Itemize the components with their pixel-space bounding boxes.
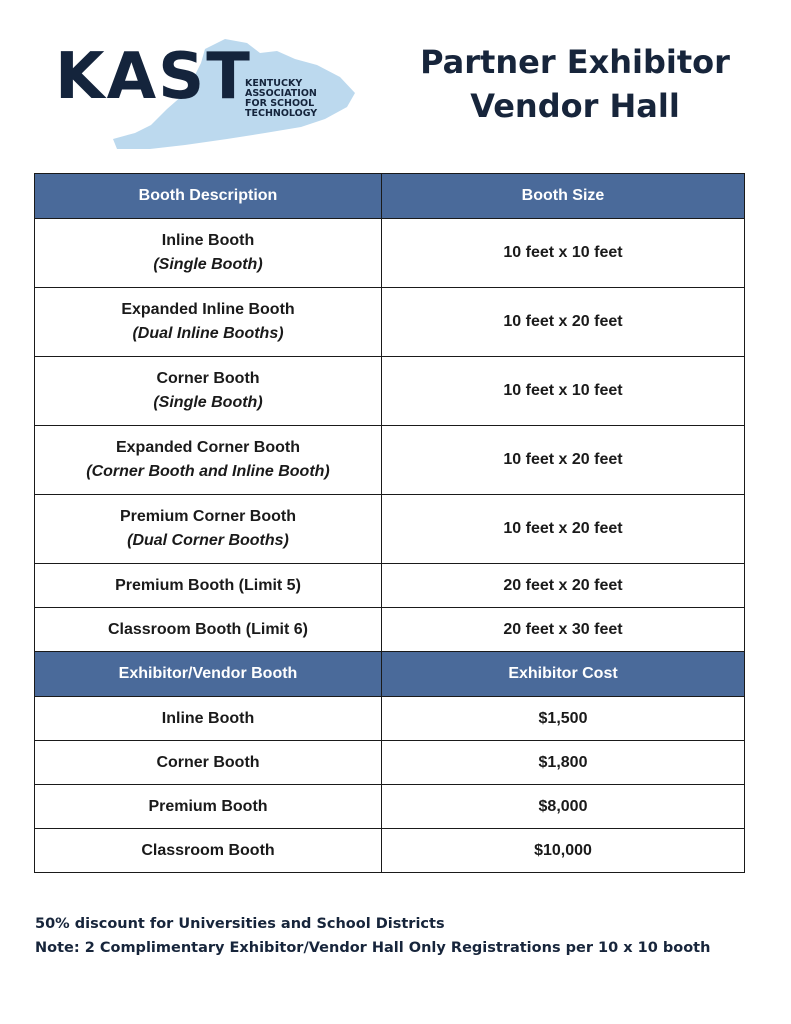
- booth-description: Corner Booth (Single Booth): [35, 357, 382, 426]
- complimentary-note: Note: 2 Complimentary Exhibitor/Vendor Hall Only Registrations per 10 x 10 booth: [35, 940, 711, 956]
- page-title: Partner Exhibitor Vendor Hall: [420, 43, 730, 125]
- booth-type: Classroom Booth: [35, 829, 382, 873]
- booth-type: Premium Booth: [35, 785, 382, 829]
- col-header-booth-description: Booth Description: [35, 174, 382, 219]
- col-header-booth-size: Booth Size: [382, 174, 745, 219]
- booth-description: Premium Corner Booth (Dual Corner Booths): [35, 495, 382, 564]
- table-row: [35, 357, 745, 426]
- logo-acronym: KAST: [55, 40, 252, 114]
- table-row: [35, 741, 745, 785]
- table-row: [35, 697, 745, 741]
- kast-logo: [55, 35, 365, 155]
- col-header-vendor-booth: Exhibitor/Vendor Booth: [35, 652, 382, 697]
- booth-cost: $1,800: [382, 741, 745, 785]
- booth-header-row: [35, 174, 745, 219]
- booth-description: Premium Booth (Limit 5): [35, 564, 382, 608]
- booth-size: 10 feet x 10 feet: [382, 219, 745, 288]
- booth-size: 10 feet x 10 feet: [382, 357, 745, 426]
- booth-size: 10 feet x 20 feet: [382, 495, 745, 564]
- booth-description: Classroom Booth (Limit 6): [35, 608, 382, 652]
- table-row: [35, 608, 745, 652]
- booth-size: 20 feet x 30 feet: [382, 608, 745, 652]
- table-row: [35, 785, 745, 829]
- table-row: [35, 426, 745, 495]
- col-header-exhibitor-cost: Exhibitor Cost: [382, 652, 745, 697]
- footnotes: [35, 912, 710, 960]
- logo-org-name: KENTUCKY ASSOCIATION FOR SCHOOL TECHNOLOGY: [245, 78, 318, 119]
- booth-size: 10 feet x 20 feet: [382, 426, 745, 495]
- table-row: [35, 288, 745, 357]
- booth-type: Inline Booth: [35, 697, 382, 741]
- cost-header-row: [35, 652, 745, 697]
- table-row: [35, 829, 745, 873]
- booth-pricing-table: [34, 173, 745, 873]
- booth-size: 10 feet x 20 feet: [382, 288, 745, 357]
- booth-description: Expanded Corner Booth (Corner Booth and Inline Booth): [35, 426, 382, 495]
- booth-cost: $1,500: [382, 697, 745, 741]
- booth-size: 20 feet x 20 feet: [382, 564, 745, 608]
- booth-cost: $8,000: [382, 785, 745, 829]
- table-row: [35, 219, 745, 288]
- booth-cost: $10,000: [382, 829, 745, 873]
- discount-note: 50% discount for Universities and School Districts: [35, 916, 445, 932]
- booth-description: Inline Booth (Single Booth): [35, 219, 382, 288]
- booth-type: Corner Booth: [35, 741, 382, 785]
- table-row: [35, 564, 745, 608]
- booth-description: Expanded Inline Booth (Dual Inline Booths): [35, 288, 382, 357]
- table-row: [35, 495, 745, 564]
